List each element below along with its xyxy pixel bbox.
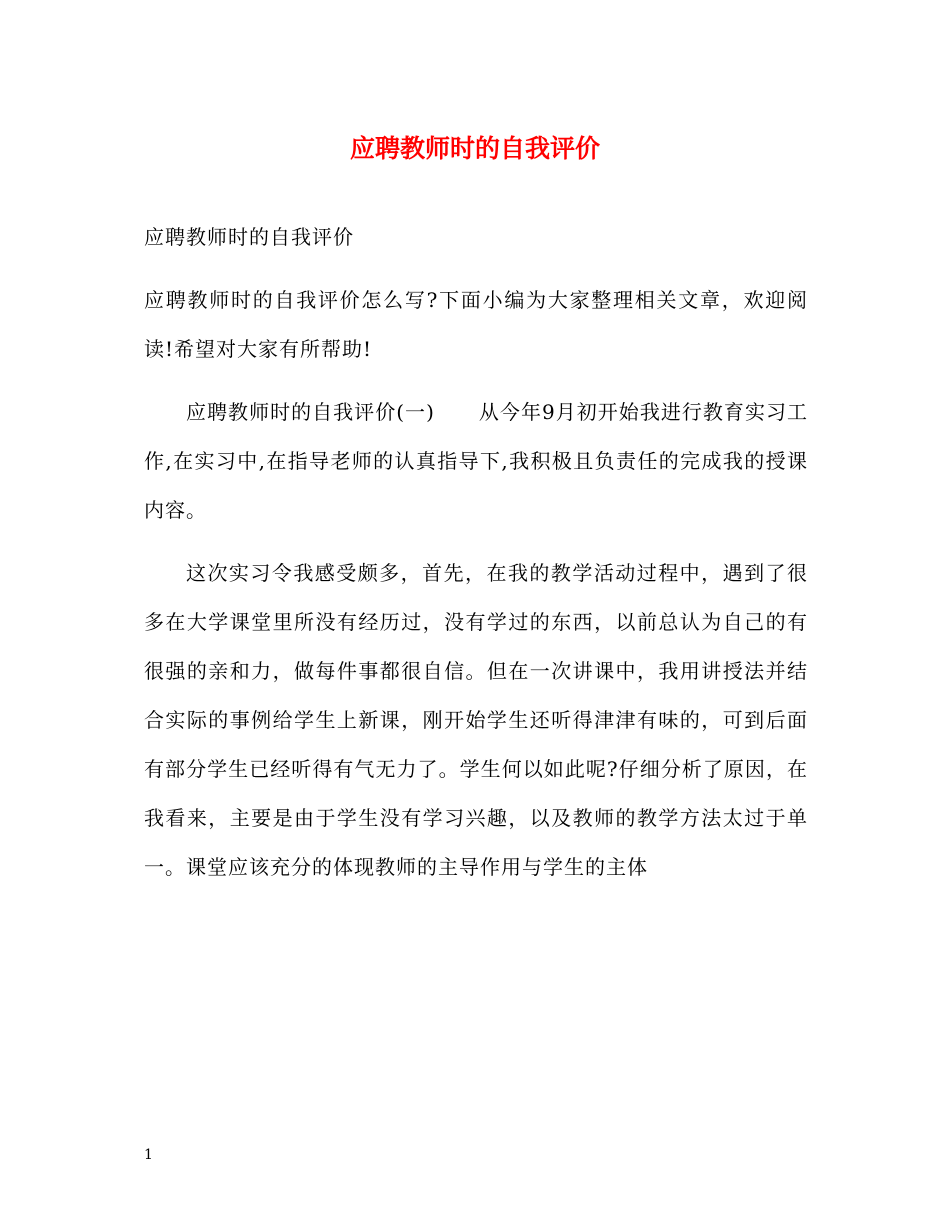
document-body <box>144 213 808 906</box>
section-body: 从今年9月初开始我进行教育实习工作,在实习中,在指导老师的认真指导下,我积极且负责任的完成我的授课内容。 <box>144 400 808 522</box>
section-heading: 应聘教师时的自我评价(一) <box>186 400 435 424</box>
paragraph-subtitle: 应聘教师时的自我评价 <box>144 225 354 249</box>
paragraph-section-one <box>144 388 808 535</box>
paragraph-intro: 应聘教师时的自我评价怎么写?下面小编为大家整理相关文章，欢迎阅读!希望对大家有所帮助! <box>144 288 808 361</box>
paragraph-reflection: 这次实习令我感受颇多，首先，在我的教学活动过程中，遇到了很多在大学课堂里所没有经历过，没有学过的东西，以前总认为自己的有很强的亲和力，做每件事都很自信。但在一次讲课中，我用讲授法并结合实际的事例给学生上新课，刚开始学生还听得津津有味的，可到后面有部分学生已经听得有气无力了。学生何以如此呢?仔细分析了原因，在我看来，主要是由于学生没有学习兴趣，以及教师的教学方法太过于单一。课堂应该充分的体现教师的主导作用与学生的主体 <box>144 561 808 879</box>
document-title: 应聘教师时的自我评价 <box>349 134 600 163</box>
page-number: 1 <box>144 1147 153 1163</box>
